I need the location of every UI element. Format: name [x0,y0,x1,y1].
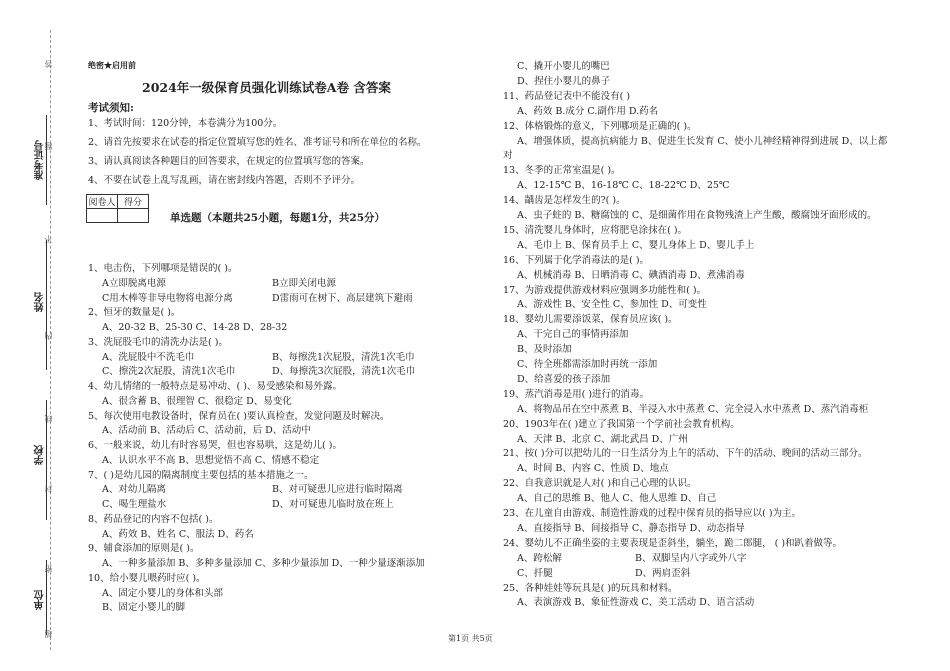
answer-option: 对 [503,150,513,162]
answer-option: D、给喜爱的孩子添加 [517,373,611,385]
answer-option: C、撬开小婴儿的嘴巴 [517,61,610,72]
answer-option: A、毛巾上 B、保育员手上 C、婴儿身体上 D、婴儿手上 [517,239,755,251]
answer-option: A、干完自己的事情再添加 [517,329,629,341]
question-text: 2、恒牙的数量是( )。 [88,307,181,319]
question-text: 15、清洗婴儿身体时，应将肥皂涂抹在( )。 [503,224,688,236]
question-text: 1、电击伤，下列哪项是错误的( )。 [88,263,238,274]
answer-option: A、游戏性 B、安全性 C、参加性 D、可变性 [517,299,707,311]
question-text: 23、在儿童自由游戏、制造性游戏的过程中保育员的指导应以( )为主。 [503,508,802,519]
question-text: 8、药品登记的内容不包括( )。 [88,513,219,525]
margin-label-name: 姓名 [35,292,46,312]
page-number: 第1页 共5页 [448,634,493,643]
question-text: 7、( )是幼儿园的隔离制度主要包括的基本措施之一。 [88,469,314,481]
score-table [86,194,149,223]
answer-option: A、药效 B、姓名 C、服法 D、药名 [102,528,254,540]
notice-heading: 考试须知: [88,102,134,114]
notice-item: 2、请首先按要求在试卷的指定位置填写您的姓名、准考证号和所在单位的名称。 [88,137,427,148]
section-title: 单选题（本题共25小题，每题1分，共25分） [170,212,386,224]
seal-margin [0,0,70,671]
answer-option: A、虫子蛀的 B、糖腐蚀的 C、是细菌作用在食物残渣上产生酸，酸腐蚀牙面形成的。 [517,210,877,221]
answer-option: B、固定小婴儿的脚 [102,602,185,614]
seal-char: 封 [44,485,53,493]
answer-option: C、喝生理盐水 [102,499,167,510]
question-text: 10、给小婴儿喂药时应( )。 [88,572,206,584]
answer-option: A、自己的思维 B、他人 C、他人思维 D、自己 [517,493,717,505]
answer-option: A、跨松解 [517,552,562,564]
answer-option: B、每擦洗1次屁股，清洗1次毛巾 [272,351,415,363]
question-text: 11、药品登记表中不能没有( ) [503,90,631,102]
seal-char: 线 [44,415,53,423]
margin-label-exam-number: 准考证号 [35,140,46,180]
question-text: 18、婴幼儿需要添饭菜，保育员应该( )。 [503,314,678,326]
answer-option: B、对可疑患儿应进行临时隔离 [272,484,403,496]
answer-option: C用木棒等非导电物将电源分离 [102,292,233,304]
seal-char: 答 [44,60,53,68]
answer-option: A、洗屁股中不洗毛巾 [102,351,195,363]
answer-option: A、表演游戏 B、象征性游戏 C、美工活动 D、语言活动 [517,597,755,609]
page-title: 2024年一级保育员强化训练试卷A卷 含答案 [142,80,391,95]
answer-option: C、待全班都需添加时再统一添加 [517,359,658,370]
score-cell[interactable] [118,209,149,223]
seal-char: 内 [44,332,53,340]
margin-label-unit: 单位 [35,590,46,610]
question-text: 19、蒸汽消毒是用( )进行的消毒。 [503,388,650,400]
question-text: 14、龋齿是怎样发生的?( )。 [503,195,626,207]
question-text: 3、洗屁股毛巾的清洗办法是( )。 [88,336,228,348]
answer-option: C、扦腿 [517,567,553,579]
answer-option: C、擦洗2次屁股，清洗1次毛巾 [102,366,236,378]
answer-option: D、捏住小婴儿的鼻子 [517,75,611,87]
answer-option: A、将物品吊在空中蒸煮 B、半浸入水中蒸煮 C、完全浸入水中蒸煮 D、蒸汽消毒柜 [517,403,869,415]
score-header: 得分 [118,195,149,209]
answer-option: A、活动前 B、活动后 C、活动前，后 D、活动中 [102,425,311,437]
seal-char: 题 [44,142,53,150]
answer-option: D、每擦洗3次屁股，清洗1次毛巾 [272,366,416,378]
question-text: 12、体格锻炼的意义，下列哪项是正确的( )。 [503,120,697,132]
answer-option: A、机械消毒 B、日晒消毒 C、碘酒消毒 D、煮沸消毒 [517,269,745,281]
answer-option: B、及时添加 [517,344,572,356]
answer-option: D、两肩歪斜 [635,567,691,579]
answer-option: A、时间 B、内容 C、性质 D、地点 [517,463,669,475]
answer-option: A、对幼儿隔离 [102,484,166,496]
question-text: 4、幼儿情绪的一般特点是易冲动、( )、易受感染和易外露。 [88,381,342,392]
answer-option: B立即关闭电源 [272,277,336,289]
answer-option: A、12-15℃ B、16-18℃ C、18-22℃ D、25℃ [517,180,730,192]
notice-item: 1、考试时间：120分钟，本卷满分为100分。 [88,118,283,129]
question-text: 22、自我意识就是人对( )和自己心理的认识。 [503,478,697,490]
question-text: 13、冬季的正常室温是( )。 [503,165,621,177]
answer-option: A、药效 B.成分 C.副作用 D.药名 [517,105,659,117]
grader-header: 阅卷人 [87,195,118,209]
notice-item: 4、不要在试卷上乱写乱画，请在密封线内答题，否则不予评分。 [88,175,361,186]
grader-cell[interactable] [87,209,118,223]
seal-dashed-line [50,30,51,650]
answer-option: D雷雨可在树下、高层建筑下避雨 [272,292,413,304]
seal-char: 不 [44,235,53,243]
margin-label-school: 学校 [35,445,46,465]
secret-label: 绝密★启用前 [88,60,136,70]
answer-option: A、很含蓄 B、很理智 C、很稳定 D、易变化 [102,395,292,407]
question-text: 20、1903年在( )建立了我国第一个学前社会教育机构。 [503,418,740,430]
question-text: 9、辅食添加的原则是( )。 [88,543,200,555]
question-text: 24、婴幼儿不正确坐姿的主要表现是歪斜坐，躺坐，跪二郎腿， ( )和趴着做等。 [503,537,843,549]
seal-char: 密 [44,565,53,573]
answer-option: A、固定小婴儿的身体和头部 [102,587,223,599]
answer-option: A、直接指导 B、间接指导 C、静态指导 D、动态指导 [517,522,745,534]
question-text: 25、各种娃娃等玩具是( )的玩具和材料。 [503,582,678,594]
question-text: 16、下列属于化学消毒法的是( )。 [503,254,650,266]
question-text: 21、按( )分可以把幼儿的一日生活分为上午的活动、下午的活动、晚间的活动三部分。 [503,448,868,460]
answer-option: A立即脱离电源 [102,277,166,289]
notice-item: 3、请认真阅读各种题目的回答要求，在规定的位置填写您的答案。 [88,156,370,167]
answer-option: A、20-32 B、25-30 C、14-28 D、28-32 [102,322,288,333]
answer-option: A、天津 B、北京 C、湖北武昌 D、广州 [517,433,688,445]
answer-option: D、对可疑患儿临时放在班上 [272,499,394,510]
answer-option: A、认识水平不高 B、思想觉悟不高 C、情感不稳定 [102,454,320,466]
question-text: 5、每次使用电教设备时，保育员在( )要认真检查，发觉问题及时解决。 [88,410,390,422]
answer-option: A、一种多量添加 B、多种多量添加 C、多种少量添加 D、一种少量逐渐添加 [102,558,425,569]
question-text: 17、为游戏提供游戏材料应强调多功能性和( )。 [503,284,707,296]
question-text: 6、一般来说，幼儿有时容易哭，但也容易哄，这是幼儿( )。 [88,440,342,451]
answer-option: B、双脚呈内八字或外八字 [635,552,747,564]
seal-char: 超 [44,630,53,638]
answer-option: A、增强体质，提高抗病能力 B、促进生长发育 C、使小儿神经精神得到进展 D、以上都 [517,135,888,147]
